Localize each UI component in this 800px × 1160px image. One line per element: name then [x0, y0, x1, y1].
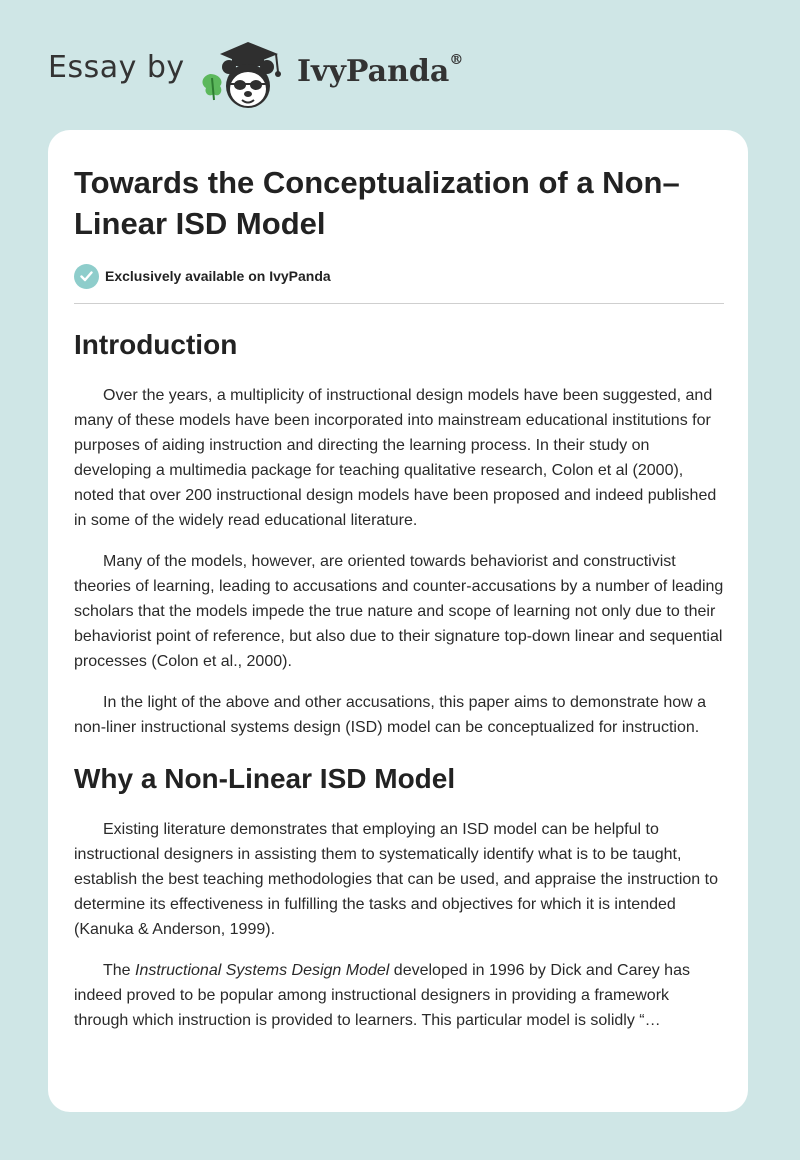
brand-name[interactable]: [297, 54, 463, 89]
registered-mark: ®: [449, 52, 464, 68]
section-heading-why-non-linear: Why a Non-Linear ISD Model: [74, 763, 456, 794]
exclusive-badge: [74, 262, 724, 290]
panda-graduate-logo-icon[interactable]: [198, 36, 294, 112]
article-card: [48, 130, 748, 1112]
paragraph: In the light of the above and other accusations, this paper aims to demonstrate how a non-liner instructional systems design (ISD) model can be conceptualized for instruction.: [74, 694, 707, 736]
section-heading-introduction: Introduction: [74, 329, 238, 360]
article-title: Towards the Conceptualization of a Non–Linear ISD Model: [74, 165, 680, 241]
article-content: [74, 162, 724, 1033]
paragraph-last: [74, 958, 724, 1033]
italic-title: Instructional Systems Design Model: [135, 962, 390, 979]
brand-text: IvyPanda: [297, 54, 450, 89]
essay-by-label: Essay by: [48, 50, 185, 85]
badge-text: Exclusively available on IvyPanda: [105, 268, 331, 284]
paragraph: Existing literature demonstrates that employing an ISD model can be helpful to instructional designers in assisting them to systematically identify what is to be taught, establish the best teaching methodologies that can be used, and appraise the instruction to determine its effectiveness in fulfilling the tasks and objectives for which it is intended (Kanuka & Anderson, 1999).: [74, 821, 718, 938]
site-header: [0, 0, 800, 130]
check-circle-icon: [74, 264, 99, 289]
ivy-leaf-icon: [203, 74, 222, 100]
text-run: The: [103, 962, 136, 979]
paragraph: Many of the models, however, are oriented towards behaviorist and constructivist theories of learning, leading to accusations and counter-accusations by a number of leading scholars that the models impede the true nature and scope of learning not only due to their behaviorist point of reference, but also due to their signature top-down linear and sequential processes (Colon et al., 2000).: [74, 553, 724, 670]
divider: [74, 303, 724, 304]
text-run: developed in 1996 by Dick and Carey has indeed proved to be popular among instructional designers in providing a framework through which instruction is provided to learners. This particular model is solidly “…: [74, 962, 690, 1029]
paragraph: Over the years, a multiplicity of instructional design models have been suggested, and many of these models have been incorporated into mainstream educational institutions for purposes of aiding instruction and directing the learning process. In their study on developing a multimedia package for teaching qualitative research, Colon et al (2000), noted that over 200 instructional design models have been proposed and indeed published in some of the widely read educational literature.: [74, 387, 717, 529]
